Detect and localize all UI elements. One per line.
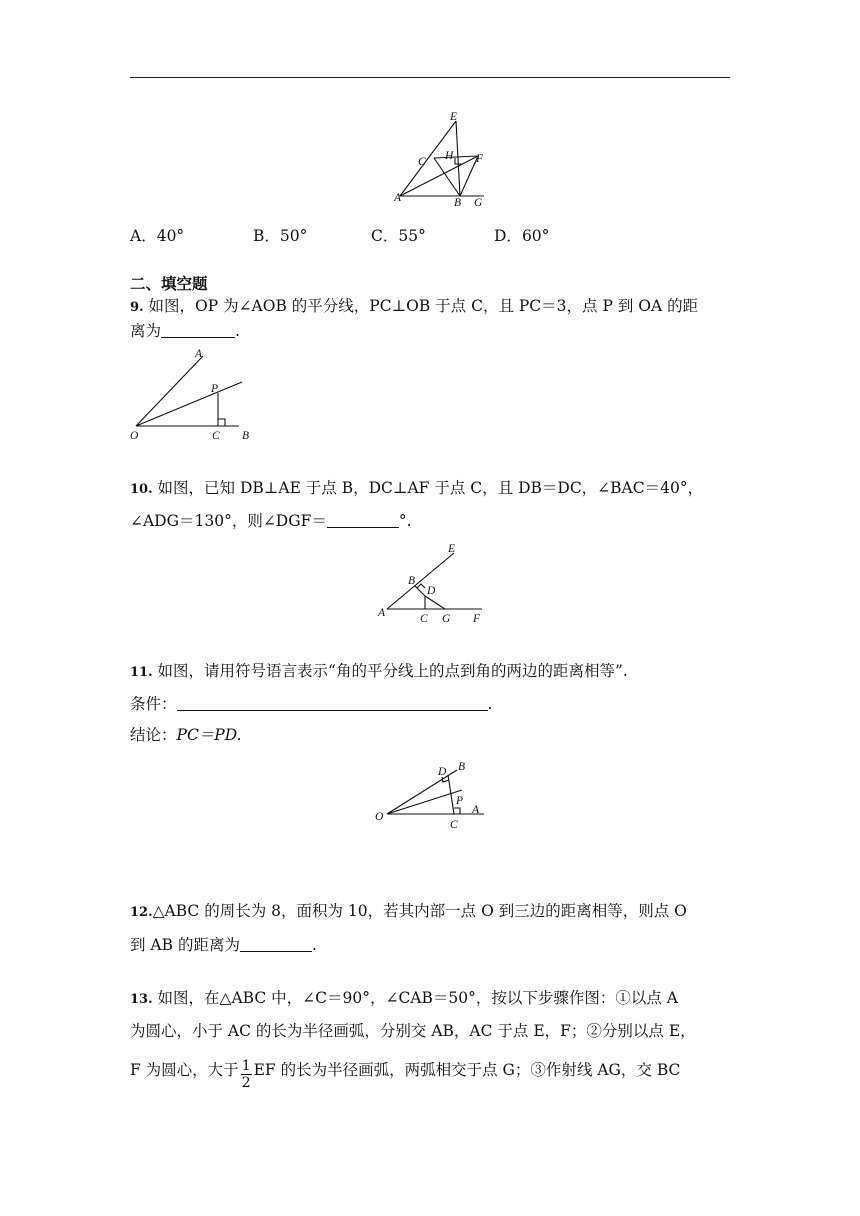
q10-label-f: F — [473, 613, 481, 625]
q10-label-d: D — [427, 585, 436, 597]
q9-label-o: O — [130, 430, 139, 442]
q12-text-1: △ABC 的周长为 8，面积为 10，若其内部一点 O 到三边的距离相等，则点 O — [152, 902, 687, 920]
q8-label-e: E — [450, 111, 458, 123]
q10-text-2-end: °. — [398, 512, 412, 530]
q9-text-2-end: . — [235, 322, 240, 340]
q11-label-b: B — [458, 761, 466, 773]
q13-line-2 — [130, 1020, 730, 1042]
q9-answer-blank[interactable] — [161, 321, 235, 338]
q10-label-c: C — [420, 613, 428, 625]
q12-answer-blank[interactable] — [240, 935, 312, 952]
q12-number: 12. — [130, 905, 153, 920]
q8-option-a — [130, 224, 184, 246]
q11-conclusion-label: 结论： — [130, 726, 177, 744]
q10-figure — [372, 540, 492, 625]
q8-option-b-letter: B． — [253, 227, 280, 245]
q12-text-2-end: . — [311, 936, 317, 954]
q11-condition-line — [130, 693, 730, 715]
q8-option-c-value: 55° — [398, 227, 426, 245]
q13-text-3: F 为圆心，大于 — [130, 1061, 239, 1079]
q8-label-g: G — [474, 197, 483, 209]
q11-label-d: D — [438, 766, 447, 778]
q9-figure — [126, 343, 261, 443]
q8-label-h: H — [445, 150, 454, 162]
q9-line-2 — [130, 320, 730, 342]
q9-label-a: A — [195, 348, 203, 360]
fraction-denominator: 2 — [241, 1075, 251, 1091]
q8-option-b-value: 50° — [279, 227, 308, 245]
q9-text-1: 如图，OP 为∠AOB 的平分线，PC⊥OB 于点 C，且 PC＝3，点 P 到 OA 的距 — [143, 297, 699, 315]
q8-option-a-letter: A． — [130, 227, 157, 245]
q10-label-g: G — [442, 613, 451, 625]
q10-label-e: E — [448, 543, 456, 555]
q8-option-d-letter: D． — [494, 227, 522, 245]
q10-text-1: 如图，已知 DB⊥AE 于点 B，DC⊥AF 于点 C，且 DB＝DC，∠BAC＝40°， — [152, 479, 704, 497]
q10-answer-blank[interactable] — [327, 511, 399, 528]
q10-line-2 — [130, 510, 730, 532]
q10-text-2: ∠ADG＝130°，则∠DGF＝ — [130, 512, 327, 530]
q11-condition-label: 条件： — [130, 695, 177, 713]
q11-number: 11. — [130, 665, 153, 680]
q11-text-1: 如图，请用符号语言表示“角的平分线上的点到角的两边的距离相等”. — [152, 662, 628, 680]
q11-condition-blank[interactable] — [177, 694, 488, 711]
q9-line-1 — [130, 295, 730, 319]
q8-option-d — [494, 224, 549, 246]
q11-figure — [372, 757, 492, 837]
q10-label-a: A — [378, 607, 386, 619]
q9-number: 9. — [130, 300, 144, 315]
q11-label-a: A — [472, 804, 480, 816]
q12-line-2 — [130, 934, 730, 956]
q10-number: 10. — [130, 482, 153, 497]
q13-line-3 — [130, 1058, 730, 1091]
section-title: 二、填空题 — [130, 275, 208, 293]
q8-option-c-letter: C． — [371, 227, 399, 245]
q11-conclusion-line — [130, 724, 730, 746]
q8-label-c: C — [418, 156, 426, 168]
q12-text-2: 到 AB 的距离为 — [130, 936, 240, 954]
q10-line-1 — [130, 477, 730, 501]
q9-label-p: P — [211, 383, 219, 395]
q13-text-3-end: EF 的长为半径画弧，两弧相交于点 G；③作射线 AG，交 BC — [253, 1061, 681, 1079]
q8-option-c — [371, 224, 426, 246]
q12-line-1 — [130, 900, 730, 924]
q8-label-f: F — [476, 153, 484, 165]
q8-option-b — [253, 224, 307, 246]
q8-option-d-value: 60° — [521, 227, 550, 245]
q13-number: 13. — [130, 992, 153, 1007]
q8-option-a-value: 40° — [156, 227, 185, 245]
q11-label-o: O — [375, 811, 384, 823]
q11-label-c: C — [450, 819, 458, 831]
q9-label-b: B — [242, 430, 250, 442]
header-rule — [130, 77, 730, 78]
q13-text-2: 为圆心，小于 AC 的长为半径画弧，分别交 AB，AC 于点 E，F；②分别以点 E， — [130, 1022, 696, 1040]
q8-label-b: B — [454, 197, 462, 209]
q11-label-p: P — [456, 795, 464, 807]
q8-figure — [380, 105, 510, 213]
q11-conclusion-value: PC＝PD. — [176, 726, 242, 744]
q10-label-b: B — [408, 575, 416, 587]
fraction-numerator: 1 — [241, 1058, 251, 1074]
q13-line-1 — [130, 987, 730, 1011]
q9-label-c: C — [212, 430, 220, 442]
q11-condition-end: . — [487, 695, 493, 713]
q9-text-2: 离为 — [130, 322, 162, 340]
half-fraction — [241, 1058, 252, 1091]
q13-text-1: 如图，在△ABC 中，∠C＝90°，∠CAB＝50°，按以下步骤作图：①以点 A — [152, 989, 678, 1007]
q11-line-1 — [130, 660, 730, 684]
q8-label-a: A — [394, 192, 402, 204]
